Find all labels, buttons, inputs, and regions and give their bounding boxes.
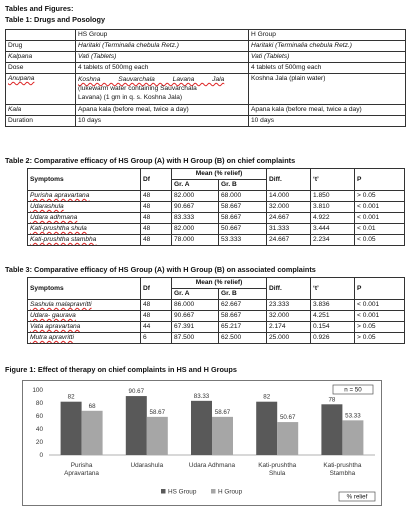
value-cell: 86.000 xyxy=(172,300,219,311)
data-label: 50.67 xyxy=(279,414,296,422)
value-cell: 2.234 xyxy=(311,235,355,246)
category-label: Shula xyxy=(269,470,286,477)
value-cell: 32.000 xyxy=(267,202,311,213)
value-cell: 4.922 xyxy=(311,213,355,224)
value-cell: 58.667 xyxy=(219,213,267,224)
bar-hs-group xyxy=(256,402,277,455)
table-row xyxy=(28,322,405,333)
table-cell: 10 days xyxy=(249,116,406,127)
table2-header-row xyxy=(28,169,405,180)
symptom-cell: Udara- gaurava xyxy=(28,311,141,322)
table-row xyxy=(6,116,406,127)
row-label: Kalpana xyxy=(6,52,76,63)
value-cell: 67.391 xyxy=(172,322,219,333)
value-cell: 48 xyxy=(141,235,172,246)
value-cell: < 0.05 xyxy=(355,235,405,246)
header-cell: Gr. A xyxy=(172,180,219,191)
y-tick-label: 60 xyxy=(35,413,43,421)
value-cell: 44 xyxy=(141,322,172,333)
header-cell: P xyxy=(355,278,405,300)
table-row xyxy=(6,41,406,52)
value-cell: < 0.01 xyxy=(355,224,405,235)
header-cell: Symptoms xyxy=(28,169,141,191)
y-tick-label: 80 xyxy=(35,400,43,408)
value-cell: 48 xyxy=(141,213,172,224)
value-cell: 48 xyxy=(141,311,172,322)
value-cell: 3.836 xyxy=(311,300,355,311)
row-label: Anupana xyxy=(6,74,76,105)
value-cell: 53.333 xyxy=(219,235,267,246)
bar-hs-group xyxy=(126,396,147,455)
value-cell: > 0.05 xyxy=(355,333,405,344)
data-label: 53.33 xyxy=(345,412,361,420)
value-cell: 62.500 xyxy=(219,333,267,344)
table-row xyxy=(28,202,405,213)
header-cell: Df xyxy=(141,169,172,191)
bar-chart xyxy=(23,381,383,507)
bar-h-group xyxy=(342,420,363,455)
header-cell: Diff. xyxy=(267,278,311,300)
value-cell: > 0.05 xyxy=(355,322,405,333)
bar-h-group xyxy=(277,422,298,455)
data-label: 83.33 xyxy=(193,392,210,400)
table2-body xyxy=(28,191,405,246)
header-cell: Gr. B xyxy=(219,180,267,191)
section-title: Tables and Figures: xyxy=(5,4,74,13)
table1 xyxy=(5,29,406,127)
symptom-cell: Udara adhmana xyxy=(28,213,141,224)
value-cell: 14.000 xyxy=(267,191,311,202)
anupana-line: Koshna Sauvarchala Lavana Jala xyxy=(78,76,225,83)
table-row xyxy=(6,74,406,105)
value-cell: 90.667 xyxy=(172,202,219,213)
y-tick-label: 100 xyxy=(32,387,43,395)
value-cell: 24.667 xyxy=(267,235,311,246)
value-cell: 25.000 xyxy=(267,333,311,344)
bar-hs-group xyxy=(321,404,342,455)
value-cell: 48 xyxy=(141,191,172,202)
header-cell: Gr. A xyxy=(172,289,219,300)
value-cell: 32.000 xyxy=(267,311,311,322)
value-cell: 48 xyxy=(141,224,172,235)
table-cell: Koshna Jala (plain water) xyxy=(249,74,406,105)
value-cell: 78.000 xyxy=(172,235,219,246)
symptom-cell: Vata apravartana xyxy=(28,322,141,333)
header-cell: Df xyxy=(141,278,172,300)
bar-h-group xyxy=(212,417,233,455)
value-cell: 48 xyxy=(141,202,172,213)
value-cell: 58.667 xyxy=(219,311,267,322)
table2-title: Table 2: Comparative efficacy of HS Group (A) with H Group (B) on chief complaints xyxy=(5,156,296,165)
data-label: 82 xyxy=(263,393,271,401)
table2 xyxy=(27,168,405,246)
row-label: Drug xyxy=(6,41,76,52)
legend-swatch-h xyxy=(211,489,216,494)
header-cell: Symptoms xyxy=(28,278,141,300)
data-label: 78 xyxy=(328,396,336,404)
table-cell: 4 tablets of 500mg each xyxy=(249,63,406,74)
bar-h-group xyxy=(82,411,103,455)
data-label: 82 xyxy=(67,393,75,401)
row-label: Dose xyxy=(6,63,76,74)
data-label: 58.67 xyxy=(149,408,166,416)
table-row xyxy=(6,52,406,63)
value-cell: 65.217 xyxy=(219,322,267,333)
value-cell: 62.667 xyxy=(219,300,267,311)
header-cell: Gr. B xyxy=(219,289,267,300)
table-row xyxy=(6,105,406,116)
header-cell: Diff. xyxy=(267,169,311,191)
value-cell: 90.667 xyxy=(172,311,219,322)
legend-swatch-hs xyxy=(161,489,166,494)
table-cell: Vati (Tablets) xyxy=(249,52,406,63)
header-cell: Mean (% relief) xyxy=(172,169,267,180)
table-cell: Haritaki (Terminalia chebula Retz.) xyxy=(249,41,406,52)
data-label: 90.67 xyxy=(128,388,145,396)
table-cell: Apana kala (before meal, twice a day) xyxy=(249,105,406,116)
table3-title: Table 3: Comparative efficacy of HS Group (A) with H Group (B) on associated complaints xyxy=(5,265,316,274)
value-cell: 23.333 xyxy=(267,300,311,311)
category-label: Kati-prushtha xyxy=(323,462,362,469)
table-row xyxy=(28,224,405,235)
table1-header-row xyxy=(6,30,406,41)
value-cell: 58.667 xyxy=(219,202,267,213)
value-cell: 82.000 xyxy=(172,191,219,202)
symptom-cell: Kati-prushtha stambha xyxy=(28,235,141,246)
value-cell: < 0.001 xyxy=(355,202,405,213)
y-tick-label: 40 xyxy=(35,426,43,434)
table-cell: Apana kala (before meal, twice a day) xyxy=(76,105,249,116)
value-cell: 2.174 xyxy=(267,322,311,333)
value-cell: 4.251 xyxy=(311,311,355,322)
value-cell: < 0.001 xyxy=(355,213,405,224)
legend-label: H Group xyxy=(218,488,243,496)
table-row xyxy=(28,311,405,322)
table-row xyxy=(6,63,406,74)
unit-label: % relief xyxy=(346,493,368,501)
value-cell: < 0.001 xyxy=(355,311,405,322)
data-label: 58.67 xyxy=(214,408,231,416)
value-cell: > 0.05 xyxy=(355,191,405,202)
figure-frame xyxy=(22,380,382,506)
bar-h-group xyxy=(147,417,168,455)
table1-header-cell: HS Group xyxy=(76,30,249,41)
value-cell: 24.667 xyxy=(267,213,311,224)
table-cell: Haritaki (Terminalia chebula Retz.) xyxy=(76,41,249,52)
value-cell: 0.154 xyxy=(311,322,355,333)
bar-hs-group xyxy=(191,401,212,455)
bar-hs-group xyxy=(61,402,82,455)
value-cell: 31.333 xyxy=(267,224,311,235)
table-cell xyxy=(76,74,249,105)
table3 xyxy=(27,277,405,344)
value-cell: 48 xyxy=(141,300,172,311)
symptom-cell: Sashula malapravritti xyxy=(28,300,141,311)
value-cell: < 0.001 xyxy=(355,300,405,311)
value-cell: 83.333 xyxy=(172,213,219,224)
table-row xyxy=(28,213,405,224)
value-cell: 6 xyxy=(141,333,172,344)
value-cell: 68.000 xyxy=(219,191,267,202)
symptom-cell: Udarashula xyxy=(28,202,141,213)
table-cell: Vati (Tablets) xyxy=(76,52,249,63)
symptom-cell: Mutra apravritti xyxy=(28,333,141,344)
value-cell: 87.500 xyxy=(172,333,219,344)
anupana-line: (lukewarm water containing Sauvarchala xyxy=(78,85,197,92)
table1-header-cell: H Group xyxy=(249,30,406,41)
table3-body xyxy=(28,300,405,344)
table-cell: 4 tablets of 500mg each xyxy=(76,63,249,74)
value-cell: 3.810 xyxy=(311,202,355,213)
value-cell: 3.444 xyxy=(311,224,355,235)
header-cell: Mean (% relief) xyxy=(172,278,267,289)
value-cell: 0.926 xyxy=(311,333,355,344)
table-cell: 10 days xyxy=(76,116,249,127)
data-label: 68 xyxy=(88,402,96,410)
value-cell: 1.850 xyxy=(311,191,355,202)
y-tick-label: 0 xyxy=(39,452,43,460)
value-cell: 82.000 xyxy=(172,224,219,235)
anupana-line: Lavana) (1 gm in q. s. Koshna Jala) xyxy=(78,94,183,101)
category-label: Kati-prushtha xyxy=(258,462,297,469)
category-label: Udarashula xyxy=(130,462,164,469)
category-label: Udara Adhmana xyxy=(188,462,236,469)
figure-title: Figure 1: Effect of therapy on chief complaints in HS and H Groups xyxy=(5,365,237,374)
legend-label: HS Group xyxy=(168,488,197,496)
symptom-cell: Kati-prushtha shula xyxy=(28,224,141,235)
header-cell: ‘t’ xyxy=(311,169,355,191)
table1-header-cell xyxy=(6,30,76,41)
header-cell: P xyxy=(355,169,405,191)
table1-title: Table 1: Drugs and Posology xyxy=(5,15,106,24)
table-row xyxy=(28,333,405,344)
row-label: Kala xyxy=(6,105,76,116)
table3-header-row xyxy=(28,278,405,289)
header-cell: ‘t’ xyxy=(311,278,355,300)
category-label: Purisha xyxy=(70,462,93,469)
value-cell: 50.667 xyxy=(219,224,267,235)
category-label: Stambha xyxy=(329,470,356,477)
table-row xyxy=(28,191,405,202)
symptom-cell: Purisha apravartana xyxy=(28,191,141,202)
y-tick-label: 20 xyxy=(35,439,43,447)
category-label: Apravartana xyxy=(64,470,100,477)
table-row xyxy=(28,235,405,246)
n-label: n = 50 xyxy=(344,386,362,394)
row-label: Duration xyxy=(6,116,76,127)
table-row xyxy=(28,300,405,311)
